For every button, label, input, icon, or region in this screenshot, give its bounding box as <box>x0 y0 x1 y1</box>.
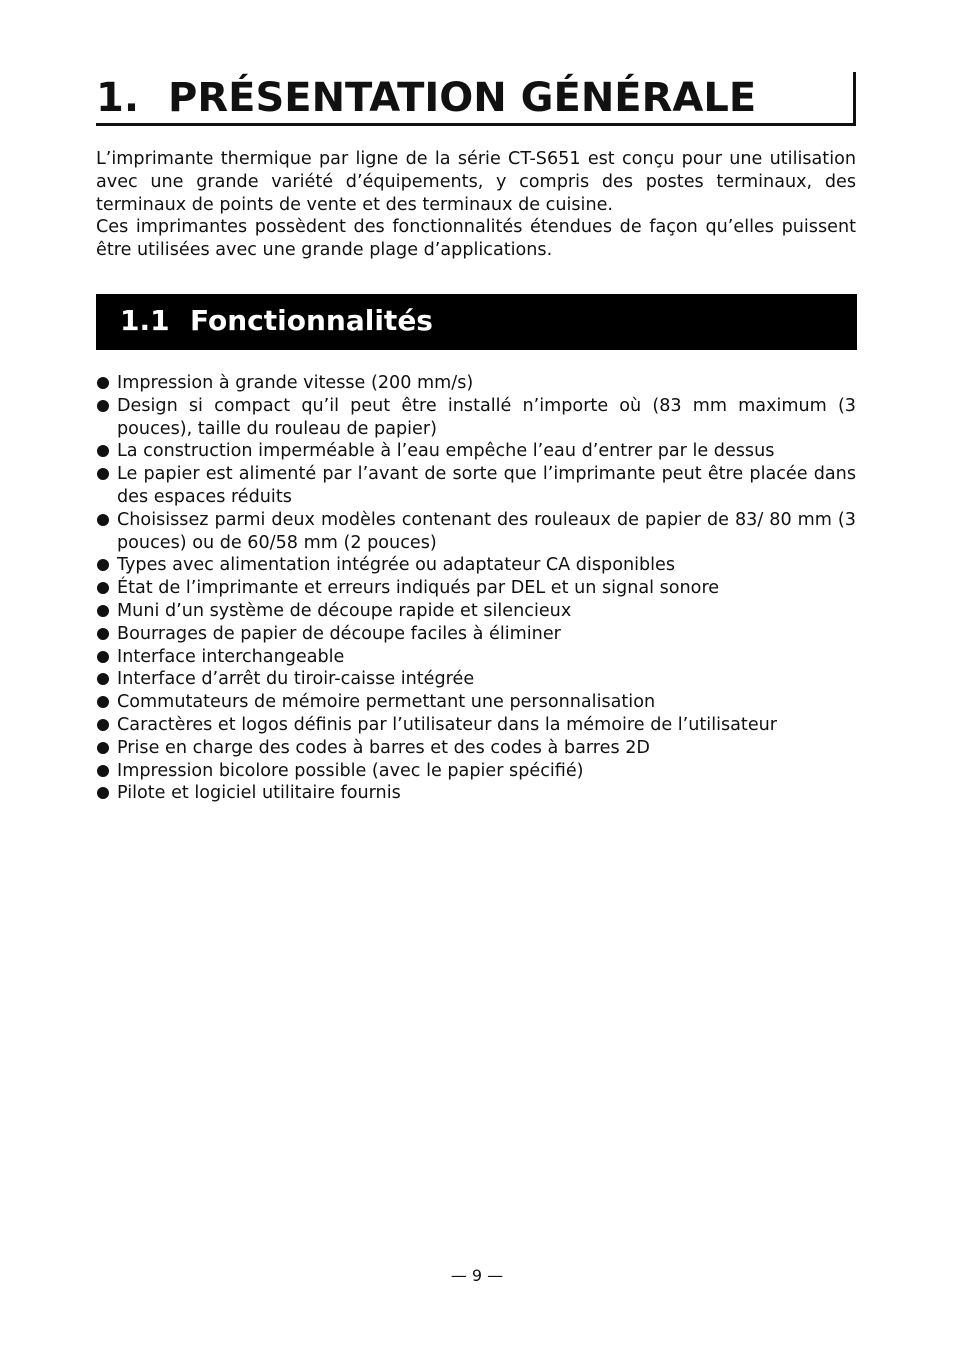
feature-item <box>96 782 856 805</box>
feature-text: Pilote et logiciel utilitaire fournis <box>117 783 401 804</box>
feature-text: La construction imperméable à l’eau empêche l’eau d’entrer par le dessus <box>117 441 775 462</box>
feature-item <box>96 646 856 669</box>
bullet-icon <box>97 651 109 663</box>
feature-text: Interface interchangeable <box>117 646 345 667</box>
feature-item <box>96 737 856 760</box>
bullet-icon <box>97 400 109 412</box>
section-number: 1.1 <box>120 304 170 337</box>
intro-paragraph: Ces imprimantes possèdent des fonctionnalités étendues de façon qu’elles puissent être utilisées avec une grande plage d’applications. <box>96 217 856 261</box>
feature-item <box>96 714 856 737</box>
feature-text: Muni d’un système de découpe rapide et silencieux <box>117 600 572 621</box>
feature-item <box>96 554 856 577</box>
feature-item <box>96 760 856 783</box>
feature-item <box>96 668 856 691</box>
bullet-icon <box>97 719 109 731</box>
feature-text: Interface d’arrêt du tiroir-caisse intégrée <box>117 669 475 690</box>
section-title: Fonctionnalités <box>190 304 433 337</box>
feature-text: Commutateurs de mémoire permettant une personnalisation <box>117 692 656 713</box>
feature-text: Caractères et logos définis par l’utilisateur dans la mémoire de l’utilisateur <box>117 714 778 735</box>
feature-text: État de l’imprimante et erreurs indiqués par DEL et un signal sonore <box>117 578 720 599</box>
intro-text <box>96 148 856 262</box>
bullet-icon <box>97 514 109 526</box>
feature-list <box>96 372 856 805</box>
bullet-icon <box>97 605 109 617</box>
feature-item <box>96 463 856 509</box>
feature-text: Bourrages de papier de découpe faciles à éliminer <box>117 623 561 644</box>
chapter-number: 1. <box>96 75 140 121</box>
feature-item <box>96 395 856 441</box>
bullet-icon <box>97 559 109 571</box>
feature-item <box>96 372 856 395</box>
feature-text: Impression bicolore possible (avec le papier spécifié) <box>117 760 584 781</box>
feature-text: Types avec alimentation intégrée ou adaptateur CA disponibles <box>117 555 676 576</box>
bullet-icon <box>97 628 109 640</box>
feature-item <box>96 623 856 646</box>
page-number: — 9 — <box>450 1266 504 1285</box>
feature-item <box>96 440 856 463</box>
bullet-icon <box>97 765 109 777</box>
bullet-icon <box>97 742 109 754</box>
feature-text: Prise en charge des codes à barres et des codes à barres 2D <box>117 737 650 758</box>
feature-item <box>96 577 856 600</box>
bullet-icon <box>97 377 109 389</box>
chapter-title: PRÉSENTATION GÉNÉRALE <box>168 75 757 121</box>
bullet-icon <box>97 696 109 708</box>
feature-text: Choisissez parmi deux modèles contenant des rouleaux de papier de 83/ 80 mm (3 pouces) ou de 60/58 mm (2 pouces) <box>117 509 856 553</box>
feature-item <box>96 600 856 623</box>
intro-paragraph: L’imprimante thermique par ligne de la série CT-S651 est conçu pour une utilisation avec une grande variété d’équipements, y compris des postes terminaux, des terminaux de points de vente et des terminaux de cuisine. <box>96 149 856 215</box>
bullet-icon <box>97 468 109 480</box>
feature-item <box>96 691 856 714</box>
feature-text: Le papier est alimenté par l’avant de sorte que l’imprimante peut être placée dans des espaces réduits <box>117 464 856 507</box>
section-heading <box>96 294 857 350</box>
bullet-icon <box>97 787 109 799</box>
feature-text: Design si compact qu’il peut être installé n’importe où (83 mm maximum (3 pouces), taille du rouleau de papier) <box>117 395 856 439</box>
bullet-icon <box>97 582 109 594</box>
chapter-heading <box>96 72 856 126</box>
feature-item <box>96 509 856 555</box>
feature-text: Impression à grande vitesse (200 mm/s) <box>117 373 474 393</box>
bullet-icon <box>97 445 109 457</box>
bullet-icon <box>97 673 109 685</box>
